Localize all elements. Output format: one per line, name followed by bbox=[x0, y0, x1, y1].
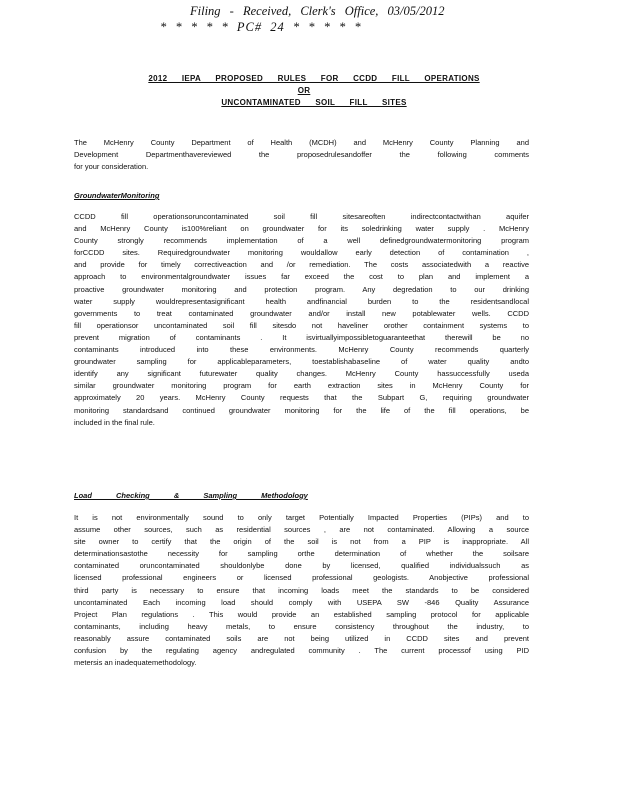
filing-stamp: Filing - Received, Clerk's Office, 03/05/2012 bbox=[190, 4, 445, 18]
title-line3-text: UNCONTAMINATED SOIL FILL SITES bbox=[221, 98, 407, 107]
paragraph-line: determinationsastothe necessity for sampling orthe determination of whether the soilsare bbox=[74, 549, 529, 559]
paragraph-line: governments to treat contaminated groundwater and/or install new potablewater wells. CCDD bbox=[74, 308, 529, 318]
intro-paragraph bbox=[74, 137, 529, 173]
paragraph-line: monitoring standardsand continued groundwater monitoring for the life of the fill operations, be bbox=[74, 405, 529, 415]
paragraph-line: assume other sources, such as residential sources , are not contaminated. Allowing a source bbox=[74, 525, 529, 535]
paragraph-line: contaminants introduced into these environments. McHenry County recommends quarterly bbox=[74, 345, 529, 355]
paragraph-line: and provide for timely correctiveaction and /or remediation. The costs associatedwith a reactive bbox=[74, 260, 529, 270]
paragraph-line: It is not environmentally sound to only target Potentially Impacted Properties (PIPs) and to bbox=[74, 513, 529, 522]
load-checking-paragraph bbox=[74, 512, 529, 669]
paragraph-line: approximately 20 years. McHenry County requests that the Subpart G, requiring groundwater bbox=[74, 393, 529, 403]
paragraph-line: and McHenry County is100%reliant on groundwater for its soledrinking water supply . McHenry bbox=[74, 224, 529, 234]
pc-number-stamp: * * * * * PC# 24 * * * * * bbox=[160, 20, 362, 34]
paragraph-line: fill operationsor uncontaminated soil fill sitesdo not haveliner orother containment systems to bbox=[74, 320, 529, 330]
paragraph-line: included in the final rule. bbox=[74, 417, 155, 427]
paragraph-line: reasonably assure contaminated soils are not being utilized in CCDD sites and prevent bbox=[74, 633, 529, 643]
paragraph-line: confusion by the regulating agency andregulated community . The current processof using PID bbox=[74, 646, 529, 656]
groundwater-paragraph bbox=[74, 211, 529, 429]
document-title-line2 bbox=[0, 86, 613, 95]
section-heading-groundwater: GroundwaterMonitoring bbox=[74, 191, 160, 200]
paragraph-line: identify any significant futurewater quality changes. McHenry County hassuccessfully useda bbox=[74, 369, 529, 379]
title-line1-text: 2012 IEPA PROPOSED RULES FOR CCDD FILL OPERATIONS bbox=[148, 74, 480, 83]
paragraph-line: Development Departmenthavereviewed the proposedrulesandoffer the following comments bbox=[74, 150, 529, 160]
paragraph-line: similar groundwater monitoring program for earth extraction sites in McHenry County for bbox=[74, 381, 529, 391]
paragraph-line: forCCDD sites. Requiredgroundwater monitoring wouldallow early detection of contamination , bbox=[74, 248, 529, 258]
paragraph-line: prevent migration of contaminants . It isvirtuallyimpossibletoguaranteethat therewill be no bbox=[74, 332, 529, 342]
title-line2-text: OR bbox=[297, 86, 311, 95]
paragraph-line: proactive groundwater monitoring and protection program. Any degredation to our drinking bbox=[74, 284, 529, 294]
paragraph-line: for your consideration. bbox=[74, 162, 149, 172]
paragraph-line: third party is necessary to ensure that incoming loads meet the standards to be considered bbox=[74, 585, 529, 595]
paragraph-line: The McHenry County Department of Health (MCDH) and McHenry County Planning and bbox=[74, 138, 529, 147]
paragraph-line: Project Plan regulations . This would provide an established sampling protocol for applicable bbox=[74, 609, 529, 619]
document-title-line1 bbox=[5, 74, 618, 83]
paragraph-line: uncontaminated Each incoming load should comply with USEPA SW -846 Quality Assurance bbox=[74, 597, 529, 607]
paragraph-line: licensed professional engineers or licensed professional geologists. Anobjective professional bbox=[74, 573, 529, 583]
paragraph-line: CCDD fill operationsoruncontaminated soil fill sitesareoften indirectcontactwithan aquifer bbox=[74, 212, 529, 221]
paragraph-line: groundwater sampling for applicableparameters, toestablishabaseline of water quality andto bbox=[74, 357, 529, 367]
paragraph-line: water supply wouldrepresentasignificant health andfinancial burden to the residentsandlocal bbox=[74, 296, 529, 306]
document-title-line3 bbox=[5, 98, 618, 107]
paragraph-line: contaminants, including heavy metals, to ensure consistency throughout the industry, to bbox=[74, 621, 529, 631]
section-heading-load-checking: Load Checking & Sampling Methodology bbox=[74, 491, 308, 500]
paragraph-line: site owner to certify that the origin of the soil is not from a PIP is inappropriate. All bbox=[74, 537, 529, 547]
paragraph-line: contaminated oruncontaminated shouldonlybe done by licensed, qualified individualssuch as bbox=[74, 561, 529, 571]
paragraph-line: metersis an inadequatemethodology. bbox=[74, 658, 197, 668]
paragraph-line: approach to environmentalgroundwater issues far exceed the cost to plan and implement a bbox=[74, 272, 529, 282]
paragraph-line: County strongly recommends implementation of a well definedgroundwatermonitoring program bbox=[74, 236, 529, 246]
